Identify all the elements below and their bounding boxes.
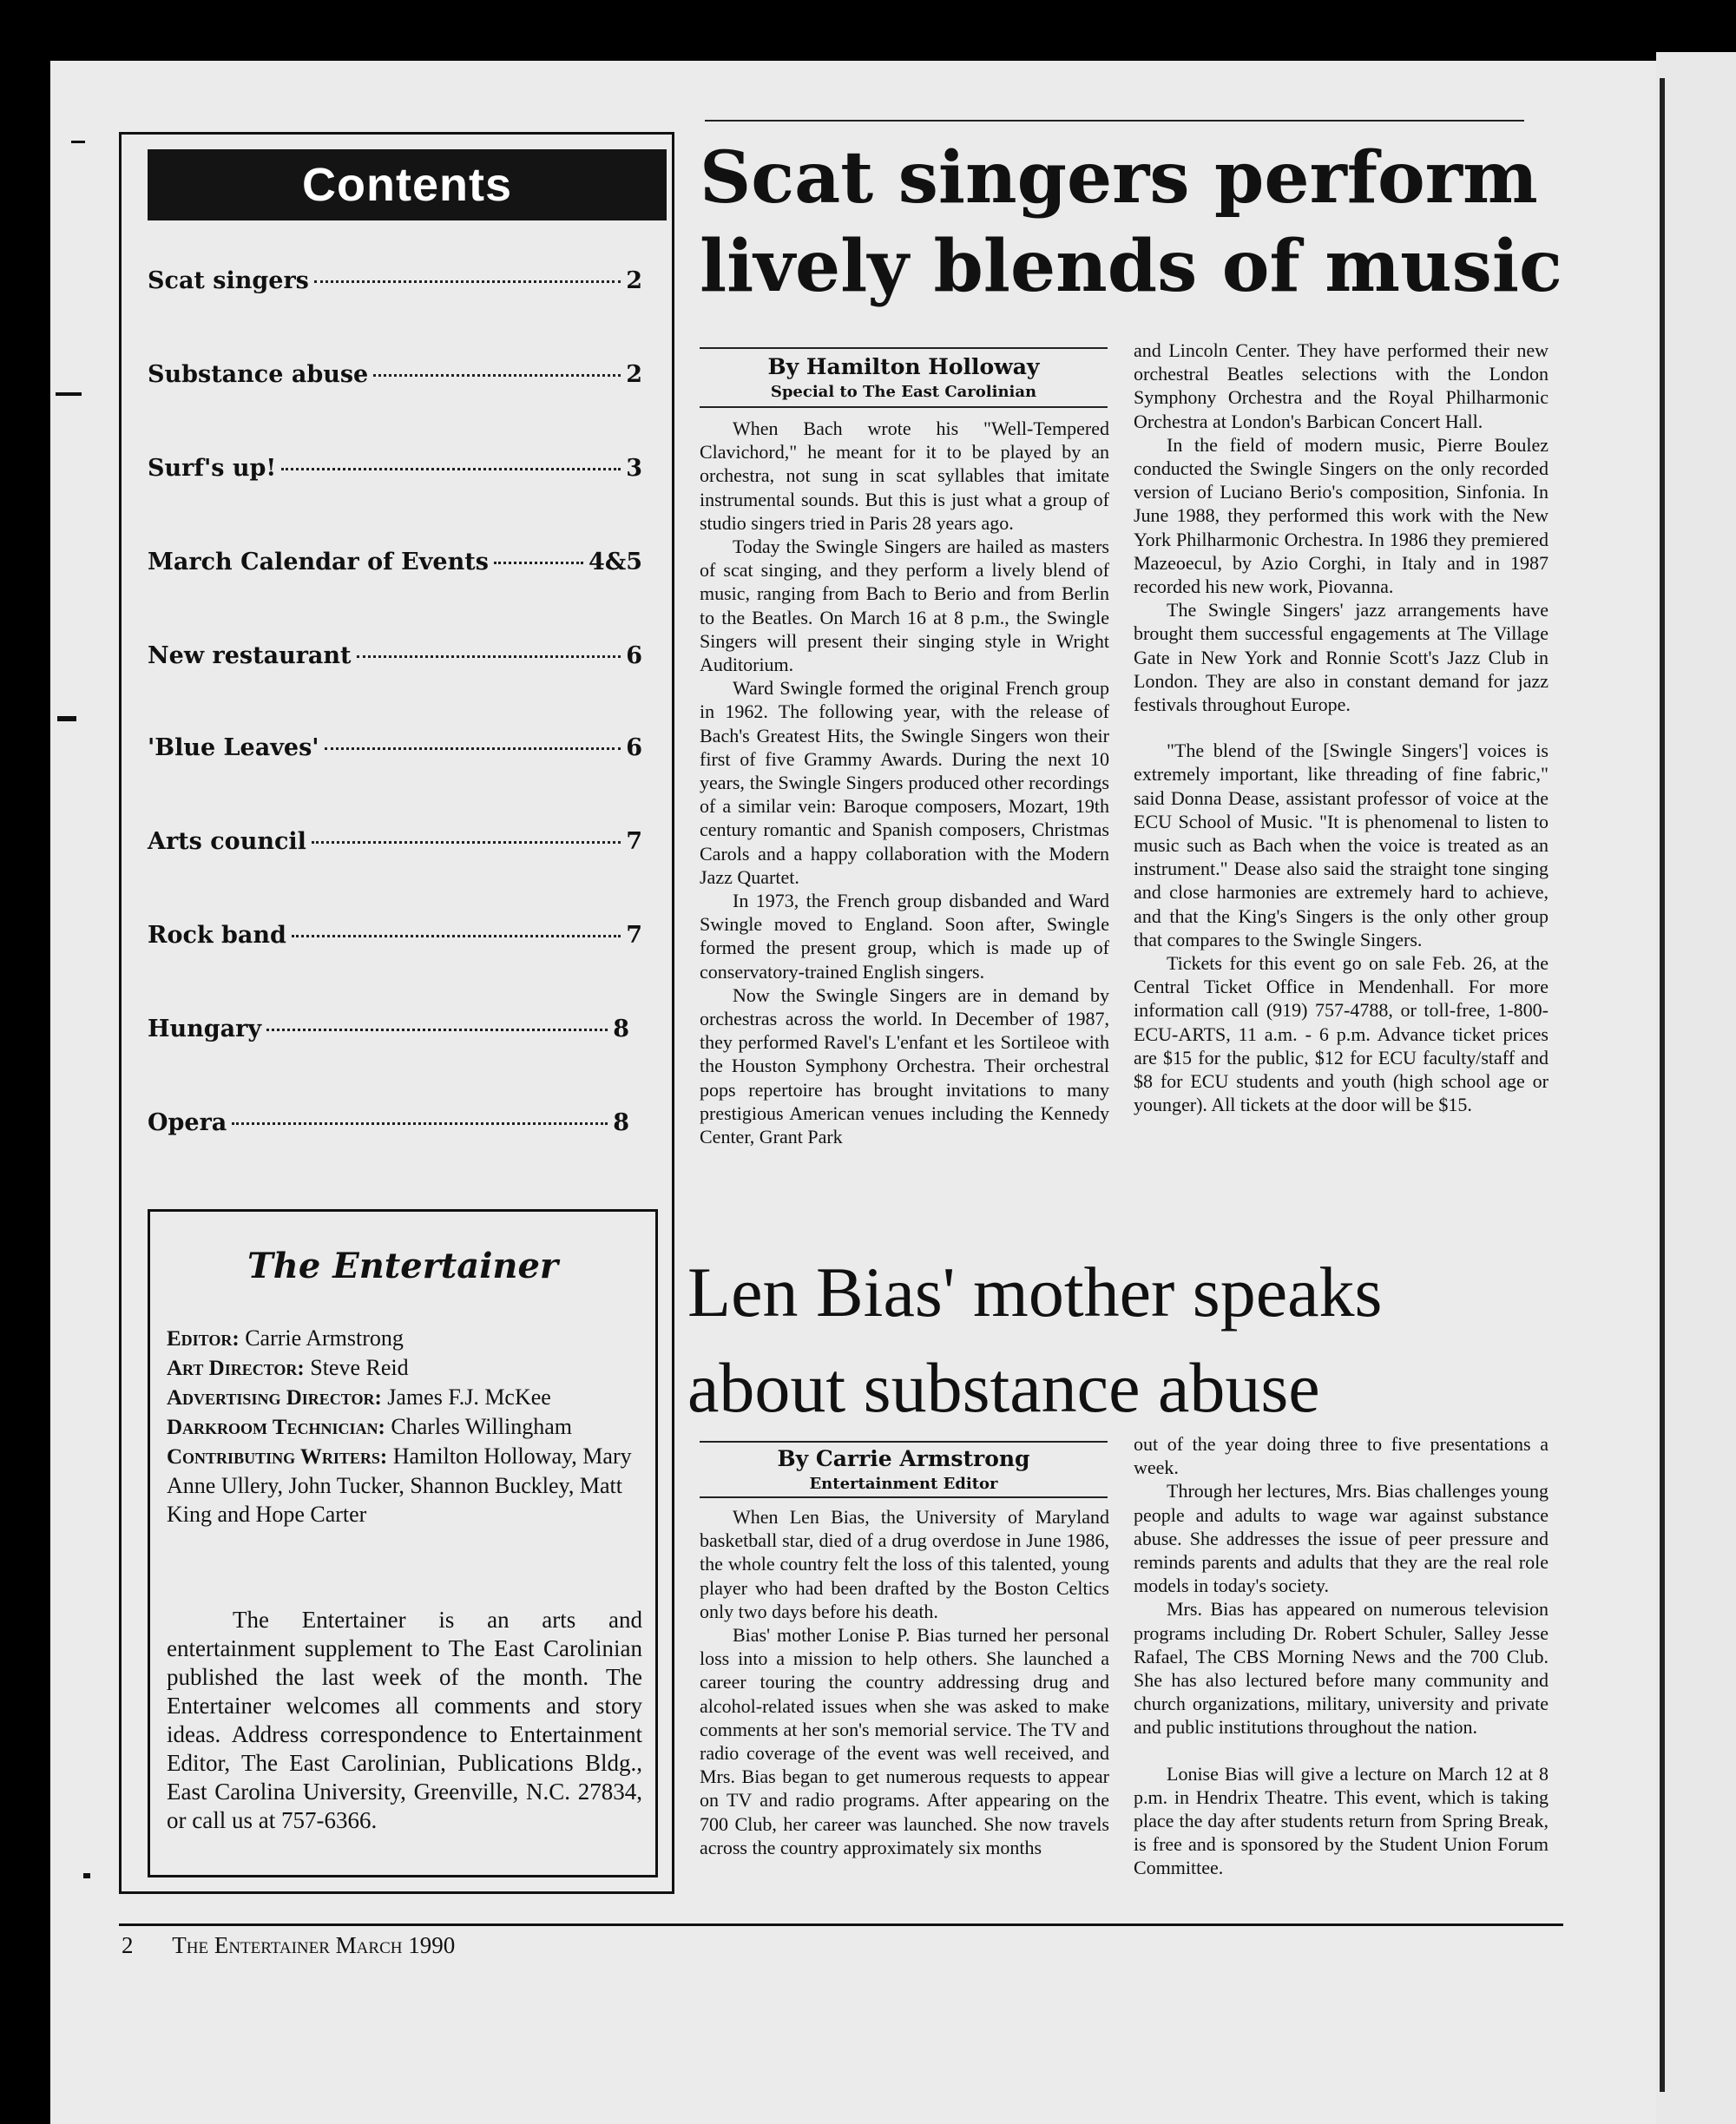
article2-column-1 [700,1505,1109,1859]
staff-names: Hamilton Holloway, Mary Anne Ullery, John Tucker, Shannon Buckley, Matt King and Hope Carter [167,1443,632,1527]
toc-label: New restaurant [148,642,352,669]
toc-leader [314,280,621,283]
article1-column-2 [1134,339,1549,1117]
byline-rule [700,1441,1108,1443]
folio-date: March 1990 [335,1932,456,1958]
article1-author: By Hamilton Holloway [767,354,1040,379]
folio-publication: The Entertainer [172,1932,330,1958]
toc-page: 7 [626,828,642,855]
toc-leader [325,747,621,750]
toc-label: 'Blue Leaves' [148,734,319,761]
toc-label: Surf's up! [148,455,277,482]
margin-mark [57,716,76,721]
staff-entry [167,1324,653,1353]
paragraph: Through her lectures, Mrs. Bias challenges young people and adults to wage war against substance abuse. She addresses the issue of peer pressure and reminds parents and adults that they are the real role models in today's society. [1134,1480,1549,1597]
toc-leader [357,655,621,658]
toc-page: 2 [626,361,642,388]
staff-names: Charles Willingham [391,1414,572,1439]
toc-leader [232,1122,608,1125]
folio [122,1932,455,1959]
toc-entry[interactable] [148,1016,629,1054]
paragraph: When Len Bias, the University of Maryland basketball star, died of a drug overdose in June 1986, the whole country felt the loss of this talented, young player who had been drafted by the Boston Celtics only two days before his death. [700,1506,1109,1622]
byline-rule [700,406,1108,408]
staff-names: James F.J. McKee [387,1384,551,1410]
toc-entry[interactable] [148,455,642,493]
toc-page: 4&5 [589,549,642,575]
folio-page-number: 2 [122,1932,134,1958]
toc-label: Rock band [148,922,286,949]
byline-rule [700,1496,1108,1498]
article1-byline [700,354,1108,401]
toc-entry[interactable] [148,549,642,587]
toc-leader [266,1029,608,1031]
paragraph: Mrs. Bias has appeared on numerous television programs including Dr. Robert Schuler, Salley Jesse Rafael, The CBS Morning News and the 700 Club. She has also lectured before many community and church organizations, military, university and private and public institutions throughout the nation. [1134,1598,1549,1739]
paragraph: Today the Swingle Singers are hailed as masters of scat singing, and they perform a lively blend of music, ranging from Bach to Berio and from Berlin to the Beatles. On March 16 at 8 p.m., the Swingle Singers will present their singing style in Wright Auditorium. [700,536,1109,676]
toc-page: 2 [626,267,642,294]
paragraph: out of the year doing three to five presentations a week. [1134,1433,1549,1479]
margin-mark [83,1873,90,1878]
contents-title: Contents [148,149,667,220]
adjacent-page-rule [1660,78,1665,2092]
toc-leader [373,374,621,377]
staff-role: Art Director: [167,1357,305,1380]
paragraph: Lonise Bias will give a lecture on March 12 at 8 p.m. in Hendrix Theatre. This event, which is taking place the day after students return from Spring Break, is free and is sponsored by the Student Union Forum Committee. [1134,1762,1549,1879]
article1-headline-line1: Scat singers perform [700,136,1538,220]
staff-entry [167,1353,653,1383]
staff-role: Editor: [167,1327,240,1351]
toc-leader [494,562,583,564]
toc-page: 3 [626,455,642,482]
toc-leader [312,841,621,844]
adjacent-page-edge [1656,52,1736,2124]
about-text: The Entertainer is an arts and entertainment supplement to The East Carolinian published the last week of the month. The Entertainer welcomes all comments and story ideas. Address correspondence to Entertainment Editor, The East Carolinian, Publications Bldg., East Carolina University, Greenville, N.C. 27834, or call us at 757-6366. [167,1607,642,1833]
article2-affiliation: Entertainment Editor [809,1475,998,1493]
toc-page: 6 [626,642,642,669]
article2-headline-line1: Len Bias' mother speaks [687,1253,1383,1332]
toc-label: Opera [148,1109,227,1136]
toc-label: March Calendar of Events [148,549,489,575]
article1-affiliation: Special to The East Carolinian [770,383,1037,401]
toc-leader [292,935,621,937]
paragraph: Now the Swingle Singers are in demand by orchestras across the world. In December of 1987, they performed Ravel's L'enfant et les Sortileoe with the Houston Symphony Orchestra. Their orchestral pops repertoire has brought invitations to many prestigious American venues including the Kennedy Center, Grant Park [700,983,1109,1148]
staff-names: Steve Reid [310,1355,409,1380]
margin-mark [71,141,85,143]
paragraph: Ward Swingle formed the original French group in 1962. The following year, with the release of Bach's Greatest Hits, the Swingle Singers won their first of five Grammy Awards. During the next 10 years, the Swingle Singers produced other recordings of a similar vein: Baroque composers, Mozart, 19th century romantic and Spanish composers, Christmas Carols and a happy collaboration with the Modern Jazz Quartet. [700,677,1109,888]
masthead-title: The Entertainer [247,1246,558,1286]
article1-column-1 [700,417,1109,1148]
article2-author: By Carrie Armstrong [777,1446,1030,1471]
toc-leader [281,468,621,470]
top-rule [705,120,1524,122]
article1-headline-line2: lively blends of music [700,225,1562,308]
paragraph: In 1973, the French group disbanded and Ward Swingle moved to England. Soon after, Swingle formed the present group, which is made up of conservatory-trained English singers. [700,890,1109,983]
staff-role: Darkroom Technician: [167,1416,385,1439]
toc-label: Substance abuse [148,361,369,388]
staff-role: Advertising Director: [167,1386,382,1410]
byline-rule [700,347,1108,349]
paragraph: The Swingle Singers' jazz arrangements have brought them successful engagements at The Village Gate in New York and Ronnie Scott's Jazz Club in London. They are also in constant demand for jazz festivals throughout Europe. [1134,599,1549,716]
toc-label: Scat singers [148,267,309,294]
paragraph: Tickets for this event go on sale Feb. 26, at the Central Ticket Office in Mendenhall. For more information call (919) 757-4788, or toll-free, 1-800-ECU-ARTS, 11 a.m. - 6 p.m. Advance ticket prices are $15 for the public, $12 for ECU faculty/staff and $8 for ECU students and youth (high school age or younger). All tickets at the door will be $15. [1134,952,1549,1116]
staff-entry [167,1412,653,1442]
toc-entry[interactable] [148,267,642,306]
staff-entry [167,1383,653,1412]
paragraph: "The blend of the [Swingle Singers'] voices is extremely important, like threading of fine fabric," said Donna Dease, assistant professor of voice at the ECU School of Music. "It is phenomenal to listen to music such as Bach when the voice is treated as an instrument." Dease also said the straight tone singing and close harmonies are extremely hard to achieve, and that the King's Singers is the only other group that compares to the Swingle Singers. [1134,740,1549,950]
staff-entry [167,1442,653,1529]
article2-byline [700,1446,1108,1493]
article2-headline-line2: about substance abuse [687,1348,1320,1427]
paragraph: Bias' mother Lonise P. Bias turned her personal loss into a mission to help others. She launched a career touring the country addressing drug and alcohol-related issues when she was asked to make comments at her son's memorial service. The TV and radio coverage of the event was well received, and Mrs. Bias began to get numerous requests to appear on TV and radio programs. After appearing on the 700 Club, her career was launched. She now travels across the country approximately six months [700,1624,1109,1858]
toc-page: 8 [613,1109,629,1136]
margin-mark [56,392,82,396]
toc-entry[interactable] [148,828,642,866]
paragraph: and Lincoln Center. They have performed their new orchestral Beatles selections with the London Symphony Orchestra and the Royal Philharmonic Orchestra at London's Barbican Concert Hall. [1134,339,1549,432]
toc-entry[interactable] [148,361,642,399]
article2-column-2 [1134,1432,1549,1880]
staff-names: Carrie Armstrong [245,1325,404,1351]
toc-entry[interactable] [148,642,642,681]
staff-role: Contributing Writers: [167,1445,388,1469]
paragraph: In the field of modern music, Pierre Boulez conducted the Swingle Singers on the only recorded version of Luciano Berio's composition, Sinfonia. In June 1988, they performed this work with the New York Philharmonic Orchestra. In 1986 they premiered Mazeoecul, by Azio Corghi, in Italy and in 1987 recorded his new work, Piovanna. [1134,433,1549,598]
toc-entry[interactable] [148,922,642,960]
toc-label: Hungary [148,1016,262,1042]
toc-page: 8 [613,1016,629,1042]
toc-entry[interactable] [148,1109,629,1147]
paragraph: When Bach wrote his "Well-Tempered Clavichord," he meant for it to be played by an orchestra, not sung in scat syllables that imitate instrumental sounds. But this is just what a group of studio singers tried in Paris 28 years ago. [700,418,1109,534]
toc-entry[interactable] [148,734,642,773]
masthead-about [167,1606,642,1835]
staff-list [167,1324,653,1529]
toc-page: 6 [626,734,642,761]
toc-label: Arts council [148,828,306,855]
footer-rule [119,1923,1563,1926]
toc-page: 7 [626,922,642,949]
